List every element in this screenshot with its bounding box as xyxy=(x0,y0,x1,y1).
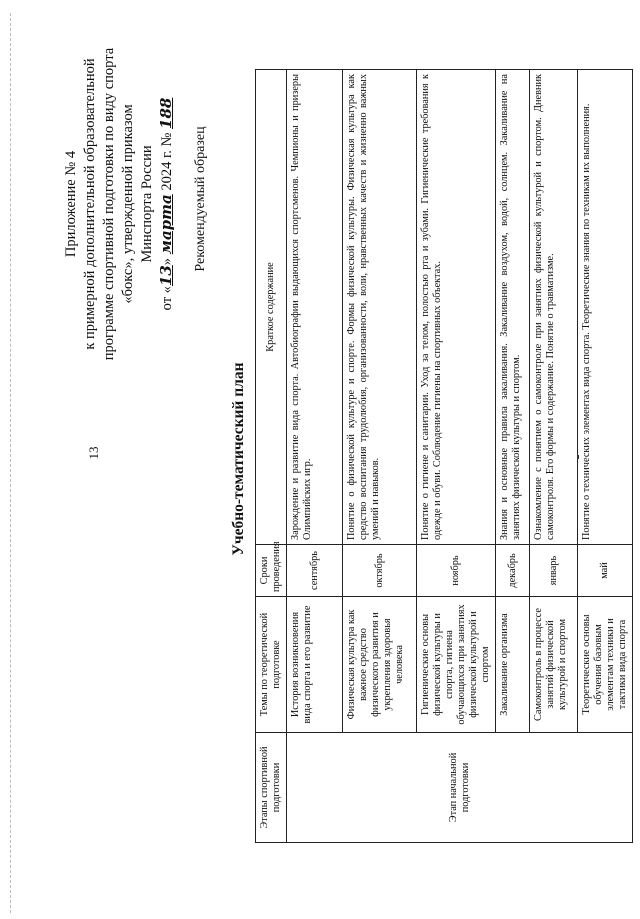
topic-cell: Самоконтроль в процессе занятий физической культурой и спортом xyxy=(530,597,578,733)
appendix-title: Приложение № 4 xyxy=(63,150,79,258)
table-row xyxy=(578,70,633,843)
period-cell: январь xyxy=(530,545,578,597)
appendix-line: Минспорта России xyxy=(139,145,155,263)
content-cell: Понятие о гигиене и санитарии. Уход за телом, полостью рта и зубами. Гигиенические требования к одежде и обуви. Соблюдение гигиены на спортивных объектах. xyxy=(417,70,496,545)
appendix-header xyxy=(62,34,177,374)
page-number: 13 xyxy=(86,446,101,460)
period-cell: май xyxy=(578,545,633,597)
table-row xyxy=(343,70,417,843)
scan-mark xyxy=(577,455,579,459)
header-period: Сроки проведения xyxy=(256,545,287,597)
order-year: 2024 г. № xyxy=(159,132,175,191)
scan-edge-line xyxy=(10,13,11,913)
order-prefix: от « xyxy=(159,286,175,311)
period-cell: декабрь xyxy=(496,545,530,597)
content-cell: Знания и основные правила закаливания. Закаливание воздухом, водой, солнцем. Закаливание на занятиях физической культуры и спортом. xyxy=(496,70,530,545)
appendix-line: программе спортивной подготовки по виду спорта xyxy=(101,47,117,361)
table-row xyxy=(496,70,530,843)
order-quote: » xyxy=(159,257,175,266)
header-stage: Этапы спортивной подготовки xyxy=(256,733,287,843)
content-cell: Понятие о технических элементах вида спорта. Теоретические знания по техникам их выполнения. xyxy=(578,70,633,545)
content-cell: Понятие о физической культуре и спорте. Формы физической культуры. Физическая культура как средство воспитания трудолюбия, организованности, воли, нравственных качеств и жизненно важных умений и навыков. xyxy=(343,70,417,545)
header-topic: Темы по теоретической подготовке xyxy=(256,597,287,733)
period-cell: ноябрь xyxy=(417,545,496,597)
appendix-line: «бокс», утвержденной приказом xyxy=(120,104,136,304)
table-row xyxy=(287,70,343,843)
topic-cell: История возникновения вида спорта и его развитие xyxy=(287,597,343,733)
stage-cell: Этап начальной подготовки xyxy=(287,733,633,843)
period-cell: октябрь xyxy=(343,545,417,597)
table-header-row xyxy=(256,70,287,843)
content-cell: Ознакомление с понятием о самоконтроле при занятиях физической культурой и спортом. Дневник самоконтроля. Его формы и содержание. Понятие о травматизме. xyxy=(530,70,578,545)
order-number: 188 xyxy=(157,97,175,129)
topic-cell: Физическая культура как важное средство физического развития и укрепления здоровья человека xyxy=(343,597,417,733)
period-cell: сентябрь xyxy=(287,545,343,597)
content-cell: Зарождение и развитие вида спорта. Автобиографии выдающихся спортсменов. Чемпионы и призеры Олимпийских игр. xyxy=(287,70,343,545)
appendix-line: к примерной дополнительной образовательной xyxy=(82,58,98,350)
topic-cell: Закаливание организма xyxy=(496,597,530,733)
plan-title: Учебно-тематический план xyxy=(230,362,247,556)
order-month: марта xyxy=(157,194,175,255)
recommended-sample-label: Рекомендуемый образец xyxy=(193,126,208,272)
topic-cell: Теоретические основы обучения базовым элементам техники и тактики вида спорта xyxy=(578,597,633,733)
topic-cell: Гигиенические основы физической культуры и спорта, гигиена обучающихся при занятиях физической культурой и спортом xyxy=(417,597,496,733)
order-date-line xyxy=(157,34,177,374)
table-row xyxy=(530,70,578,843)
order-day: 13 xyxy=(157,265,175,287)
header-content: Краткое содержание xyxy=(256,70,287,545)
table-row xyxy=(417,70,496,843)
